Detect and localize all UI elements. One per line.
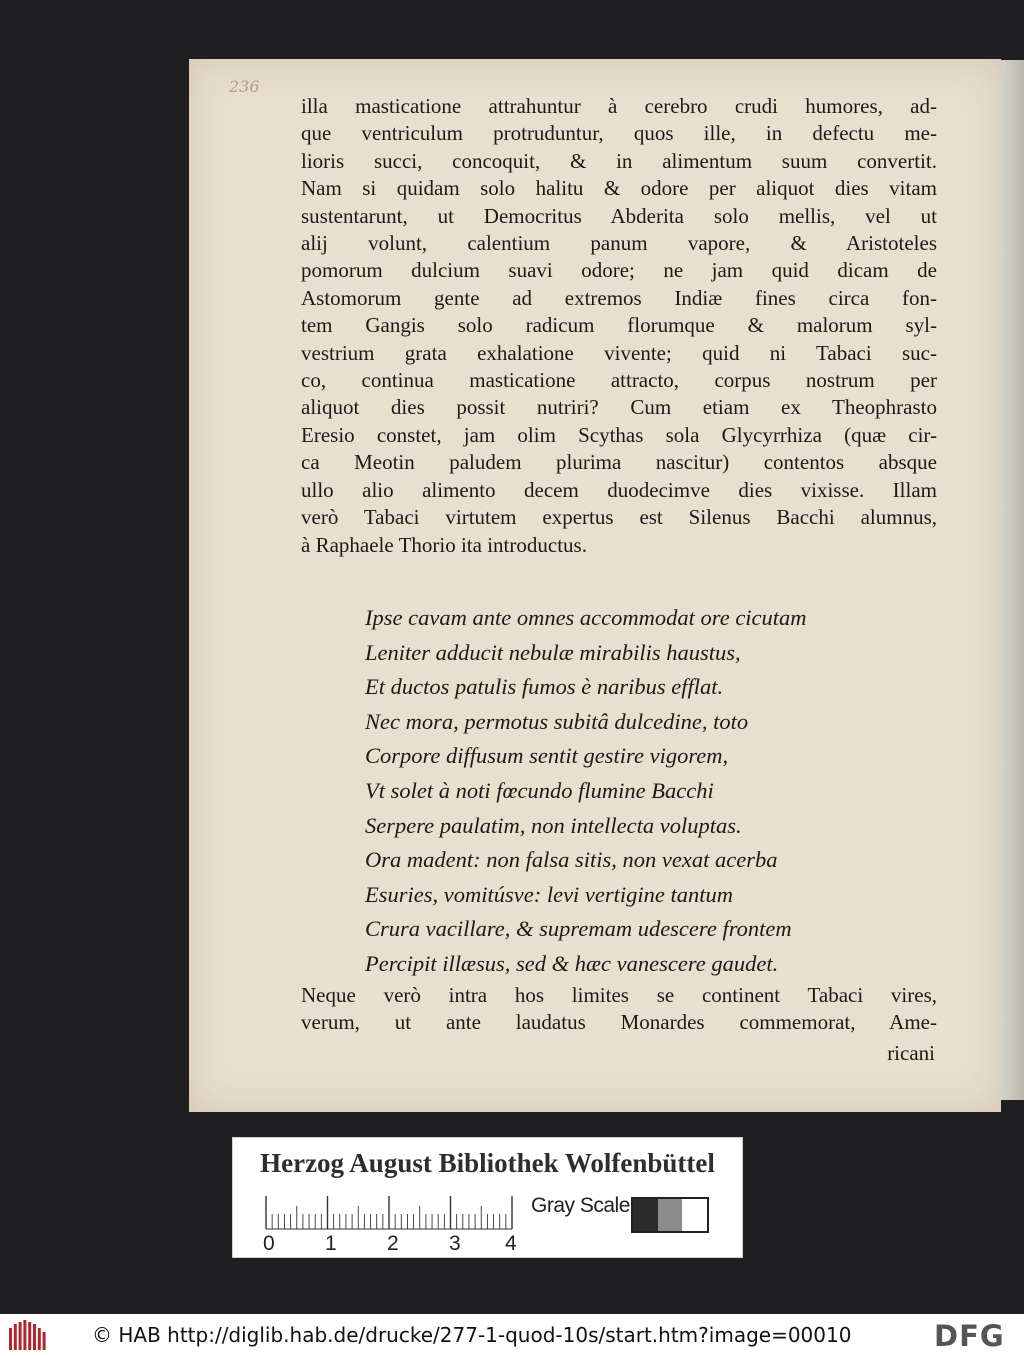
prose-top xyxy=(301,93,937,559)
text-line: illa masticatione attrahuntur à cerebro crudi humores, ad- xyxy=(301,94,937,118)
text-line: verum, ut ante laudatus Monardes commemorat, Ame- xyxy=(301,1010,937,1035)
text-line: que ventriculum protruduntur, quos ille, in defectu me- xyxy=(301,121,937,146)
ruler-label: 0 xyxy=(263,1232,275,1255)
text-line: lioris succi, concoquit, & in alimentum suum convertit. xyxy=(301,148,937,173)
text-line: ullo alio alimento decem duodecimve dies vixisse. Illam xyxy=(301,477,937,502)
gray-scale-label: Gray Scale xyxy=(531,1194,630,1217)
text-line: Eresio constet, jam olim Scythas sola Glycyrrhiza (quæ cir- xyxy=(301,422,937,447)
citation-link[interactable]: © HAB http://diglib.hab.de/drucke/277-1-quod-10s/start.htm?image=00010 xyxy=(92,1323,852,1347)
verse-line: Nec mora, permotus subitâ dulcedine, toto xyxy=(365,708,749,734)
verse-block xyxy=(365,601,925,982)
ruler-label: 2 xyxy=(387,1232,399,1255)
text-line: aliquot dies possit nutriri? Cum etiam ex Theophrasto xyxy=(301,395,937,420)
hab-logo-bar xyxy=(23,1320,26,1350)
text-line: co, continua masticatione attracto, corpus nostrum per xyxy=(301,368,937,393)
hab-logo-bar xyxy=(19,1322,22,1350)
text-line: à Raphaele Thorio ita introductus. xyxy=(301,532,587,557)
verse-line: Vt solet à noti fœcundo flumine Bacchi xyxy=(365,777,714,803)
text-line: Astomorum gente ad extremos Indiæ fines circa fon- xyxy=(301,285,937,310)
text-line: vestrium grata exhalatione vivente; quid ni Tabaci suc- xyxy=(301,340,937,365)
verse-line: Crura vacillare, & supremam udescere frontem xyxy=(365,916,792,942)
gray-swatch-dark xyxy=(633,1199,658,1231)
gray-swatch-white xyxy=(682,1199,707,1231)
dfg-logo: DFG xyxy=(934,1319,1005,1353)
verse-line: Et ductos patulis fumos è naribus efflat. xyxy=(365,674,724,700)
text-line: Neque verò intra hos limites se continent Tabaci vires, xyxy=(301,983,937,1007)
prose-bottom xyxy=(301,982,937,1037)
verse-line: Serpere paulatim, non intellecta voluptas. xyxy=(365,812,742,838)
footer-bar xyxy=(0,1314,1024,1356)
ruler-label: 4 xyxy=(505,1232,517,1255)
hab-logo-icon xyxy=(8,1320,48,1350)
verse-line: Ora madent: non falsa sitis, non vexat acerba xyxy=(365,847,778,873)
hab-logo-bar xyxy=(43,1332,46,1350)
verse-line: Percipit illæsus, sed & hæc vanescere gaudet. xyxy=(365,950,779,976)
ruler-scale xyxy=(265,1196,513,1230)
text-line: verò Tabaci virtutem expertus est Silenus Bacchi alumnus, xyxy=(301,505,937,530)
hab-logo-bar xyxy=(14,1324,17,1350)
text-line: alij volunt, calentium panum vapore, & Aristoteles xyxy=(301,231,937,256)
catchword: ricani xyxy=(887,1041,935,1065)
ruler-label: 3 xyxy=(449,1232,461,1255)
hab-logo-bar xyxy=(33,1324,36,1350)
verse-line: Ipse cavam ante omnes accommodat ore cicutam xyxy=(365,605,807,630)
verse-line: Esuries, vomitúsve: levi vertigine tantum xyxy=(365,881,734,907)
hab-logo-bar xyxy=(9,1328,12,1350)
color-calibration-card xyxy=(232,1137,743,1258)
book-page xyxy=(189,59,1001,1112)
hab-logo-bar xyxy=(38,1328,41,1350)
verse-line: Corpore diffusum sentit gestire vigorem, xyxy=(365,743,729,769)
library-name: Herzog August Bibliothek Wolfenbüttel xyxy=(260,1148,715,1178)
text-line: sustentarunt, ut Democritus Abderita solo mellis, vel ut xyxy=(301,203,937,228)
ruler-labels xyxy=(259,1232,529,1254)
text-line: ca Meotin paludem plurima nascitur) contentos absque xyxy=(301,450,937,475)
text-line: Nam si quidam solo halitu & odore per aliquot dies vitam xyxy=(301,176,937,201)
page-number: 236 xyxy=(229,77,260,96)
hab-logo-bar xyxy=(28,1322,31,1350)
adjacent-page-edge xyxy=(998,60,1024,1100)
ruler-label: 1 xyxy=(325,1232,337,1255)
text-line: pomorum dulcium suavi odore; ne jam quid dicam de xyxy=(301,258,937,283)
text-line: tem Gangis solo radicum florumque & malorum syl- xyxy=(301,313,937,338)
gray-swatch-mid xyxy=(658,1199,683,1231)
gray-scale-swatches xyxy=(631,1197,709,1233)
verse-line: Leniter adducit nebulæ mirabilis haustus, xyxy=(365,639,741,665)
